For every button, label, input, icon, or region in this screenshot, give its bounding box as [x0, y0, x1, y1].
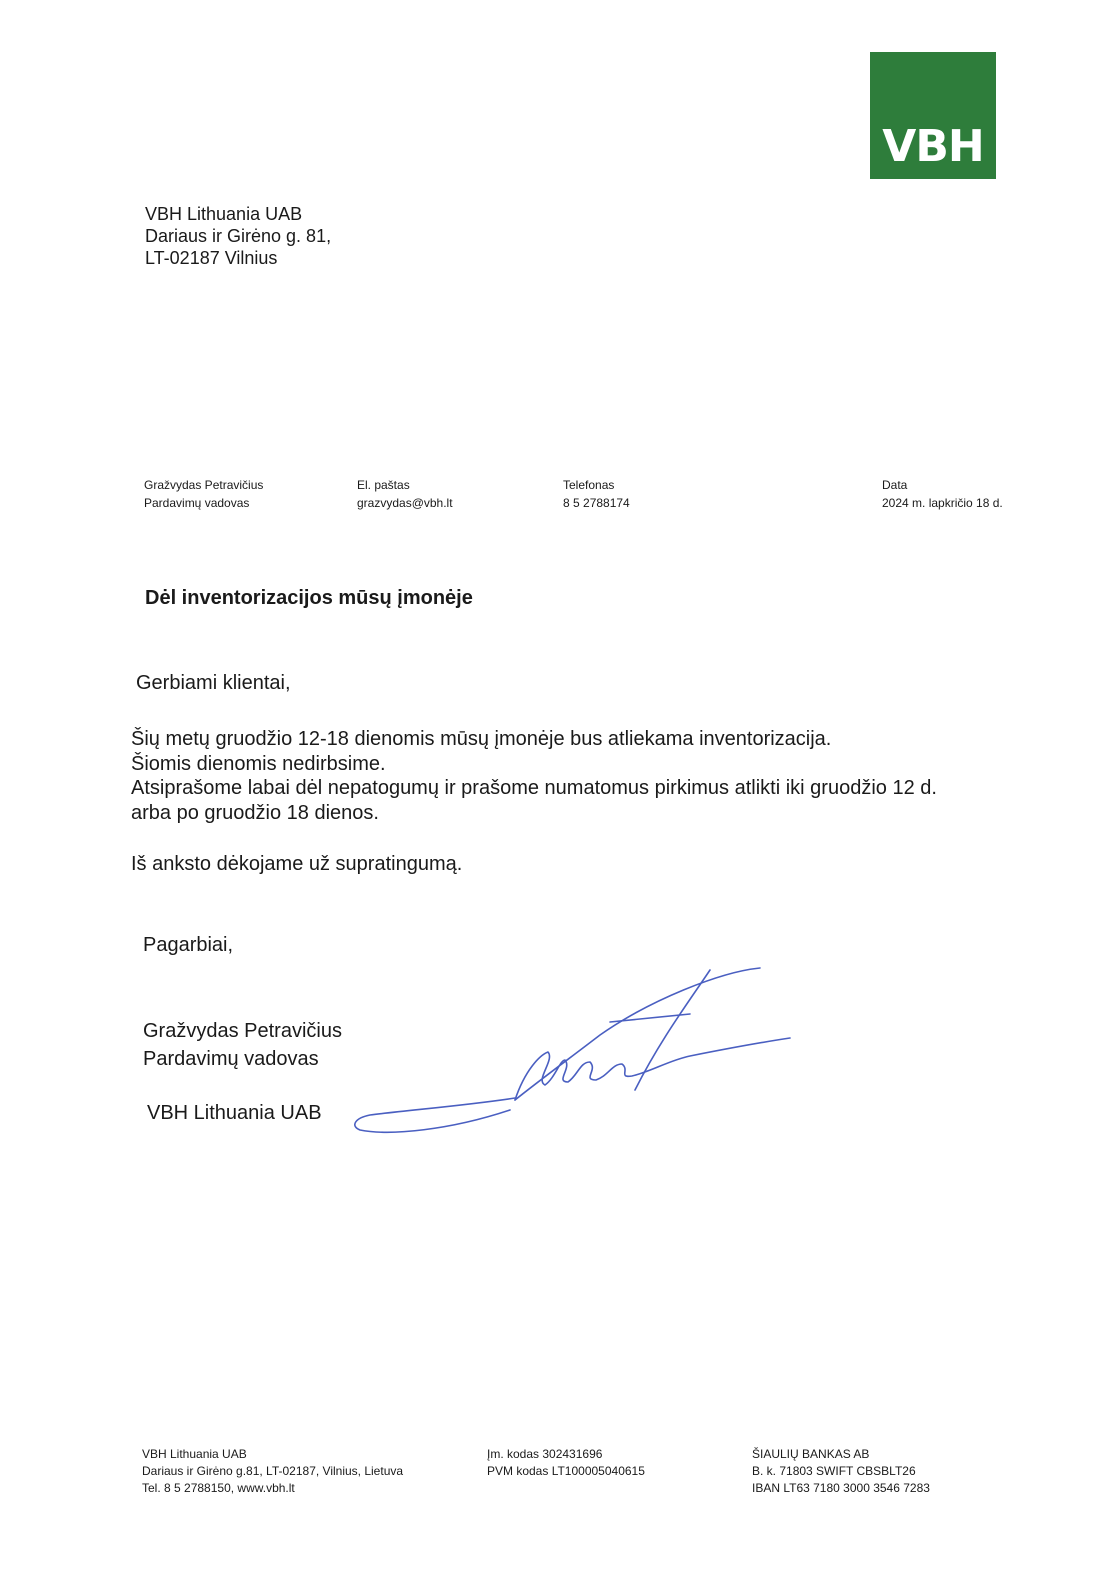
meta-phone-label: Telefonas [563, 478, 615, 492]
meta-phone-value: 8 5 2788174 [563, 496, 630, 510]
meta-date-value: 2024 m. lapkričio 18 d. [882, 496, 1003, 510]
signature-stroke [515, 968, 760, 1100]
footer-line: Įm. kodas 302431696 [487, 1447, 603, 1461]
letter-thanks: Iš anksto dėkojame už supratingumą. [131, 853, 463, 875]
meta-contact-role: Pardavimų vadovas [144, 496, 250, 510]
letter-body [131, 727, 937, 825]
footer-line: PVM kodas LT100005040615 [487, 1464, 645, 1478]
meta-date [882, 476, 1003, 512]
footer-company [142, 1446, 403, 1497]
sender-city: LT-02187 Vilnius [145, 248, 278, 268]
signature-stroke [355, 1098, 515, 1132]
sender-street: Dariaus ir Girėno g. 81, [145, 226, 332, 246]
footer-line: Tel. 8 5 2788150, www.vbh.lt [142, 1481, 295, 1495]
meta-date-label: Data [882, 478, 908, 492]
footer-bank [752, 1446, 930, 1497]
footer-line: B. k. 71803 SWIFT CBSBLT26 [752, 1464, 916, 1478]
letter-subject: Dėl inventorizacijos mūsų įmonėje [145, 587, 473, 609]
body-line: Šių metų gruodžio 12-18 dienomis mūsų įmonėje bus atliekama inventorizacija. [131, 728, 832, 750]
body-line: Šiomis dienomis nedirbsime. [131, 752, 386, 775]
footer-line: VBH Lithuania UAB [142, 1447, 247, 1461]
meta-contact [144, 476, 263, 512]
signature-scribble [350, 960, 800, 1140]
letter-closing: Pagarbiai, [143, 934, 234, 956]
logo-text: VBH [882, 121, 984, 172]
footer-line: IBAN LT63 7180 3000 3546 7283 [752, 1481, 930, 1495]
meta-email-value: grazvydas@vbh.lt [357, 496, 453, 510]
meta-contact-name: Gražvydas Petravičius [144, 478, 264, 492]
footer-line: ŠIAULIŲ BANKAS AB [752, 1447, 870, 1461]
signer-role: Pardavimų vadovas [143, 1048, 319, 1070]
sender-name: VBH Lithuania UAB [145, 204, 303, 224]
signer-name: Gražvydas Petravičius [143, 1020, 342, 1042]
body-line: arba po gruodžio 18 dienos. [131, 801, 379, 824]
meta-email-label: El. paštas [357, 478, 410, 492]
signer-company: VBH Lithuania UAB [147, 1102, 322, 1124]
meta-email [357, 476, 453, 512]
body-line: Atsiprašome labai dėl nepatogumų ir prašome numatomus pirkimus atlikti iki gruodžio 12 d. [131, 777, 937, 799]
footer-codes [487, 1446, 645, 1480]
signer-block [143, 1017, 342, 1073]
sender-address [145, 203, 331, 269]
footer-line: Dariaus ir Girėno g.81, LT-02187, Vilnius, Lietuva [142, 1464, 404, 1478]
meta-phone [563, 476, 630, 512]
vbh-logo [870, 52, 996, 179]
letter-greeting: Gerbiami klientai, [136, 672, 291, 694]
